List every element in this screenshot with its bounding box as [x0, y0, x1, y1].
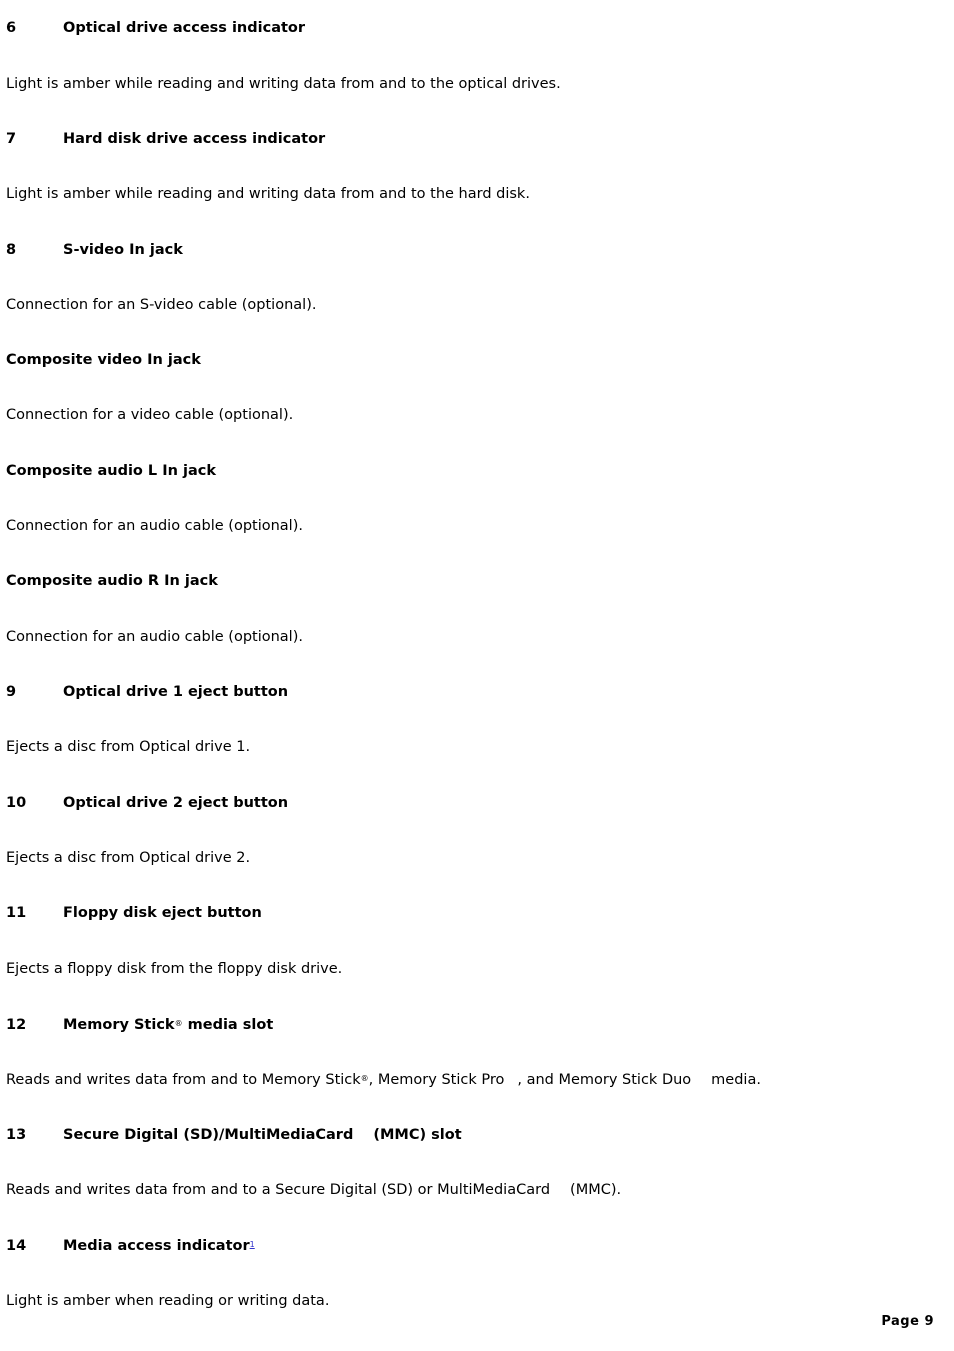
registered-mark: ® [174, 1019, 183, 1028]
item-description-10: Ejects a disc from Optical drive 2. [6, 850, 251, 866]
desc-part: media. [711, 1072, 761, 1088]
item-heading-8 [6, 241, 183, 259]
item-title: Optical drive access indicator [63, 20, 306, 36]
item-title: Hard disk drive access indicator [63, 131, 326, 147]
item-title: Floppy disk eject button [63, 905, 262, 921]
item-heading-composite-video: Composite video In jack [6, 352, 201, 368]
item-number: 11 [6, 905, 27, 921]
item-number: 8 [6, 242, 17, 258]
item-title-part: media slot [182, 1017, 274, 1033]
item-title-part: Secure Digital (SD)/MultiMediaCard [63, 1127, 354, 1143]
item-title: Optical drive 1 eject button [63, 684, 289, 700]
item-heading-10 [6, 794, 288, 812]
item-description-12 [6, 1070, 761, 1089]
item-description-9: Ejects a disc from Optical drive 1. [6, 739, 251, 755]
item-number: 9 [6, 684, 17, 700]
item-heading-7 [6, 130, 325, 148]
item-number: 6 [6, 20, 17, 36]
item-description-8: Connection for an S-video cable (optional). [6, 297, 317, 313]
item-title-part: (MMC) slot [373, 1127, 462, 1143]
item-heading-12 [6, 1015, 273, 1034]
item-number: 14 [6, 1238, 27, 1254]
item-description-14: Light is amber when reading or writing data. [6, 1293, 330, 1309]
item-number: 12 [6, 1017, 27, 1033]
desc-part: , and Memory Stick Duo [517, 1072, 692, 1088]
item-heading-composite-audio-r: Composite audio R In jack [6, 573, 218, 589]
item-heading-composite-audio-l: Composite audio L In jack [6, 463, 216, 479]
registered-mark: ® [360, 1074, 369, 1083]
item-heading-6 [6, 19, 305, 37]
item-description-composite-audio-r: Connection for an audio cable (optional). [6, 629, 303, 645]
item-number: 10 [6, 795, 27, 811]
item-number: 7 [6, 131, 17, 147]
item-heading-14 [6, 1236, 255, 1255]
item-title: Optical drive 2 eject button [63, 795, 289, 811]
item-title-part: Memory Stick [63, 1017, 175, 1033]
item-description-6: Light is amber while reading and writing data from and to the optical drives. [6, 76, 561, 92]
item-heading-13 [6, 1126, 462, 1144]
desc-part: , Memory Stick Pro [368, 1072, 505, 1088]
item-description-7: Light is amber while reading and writing data from and to the hard disk. [6, 186, 530, 202]
item-number: 13 [6, 1127, 27, 1143]
item-title: Media access indicator [63, 1238, 250, 1254]
item-description-composite-audio-l: Connection for an audio cable (optional). [6, 518, 303, 534]
item-description-11: Ejects a floppy disk from the floppy disk drive. [6, 961, 343, 977]
item-heading-9 [6, 683, 288, 701]
desc-part: Reads and writes data from and to a Secure Digital (SD) or MultiMediaCard [6, 1182, 551, 1198]
desc-part: Reads and writes data from and to Memory Stick [6, 1072, 361, 1088]
item-description-composite-video: Connection for a video cable (optional). [6, 407, 294, 423]
item-title: S-video In jack [63, 242, 183, 258]
page-number: Page 9 [881, 1314, 934, 1329]
item-heading-11 [6, 904, 262, 922]
footnote-link[interactable]: 1 [249, 1240, 255, 1249]
desc-part: (MMC). [570, 1182, 622, 1198]
item-description-13 [6, 1181, 621, 1199]
